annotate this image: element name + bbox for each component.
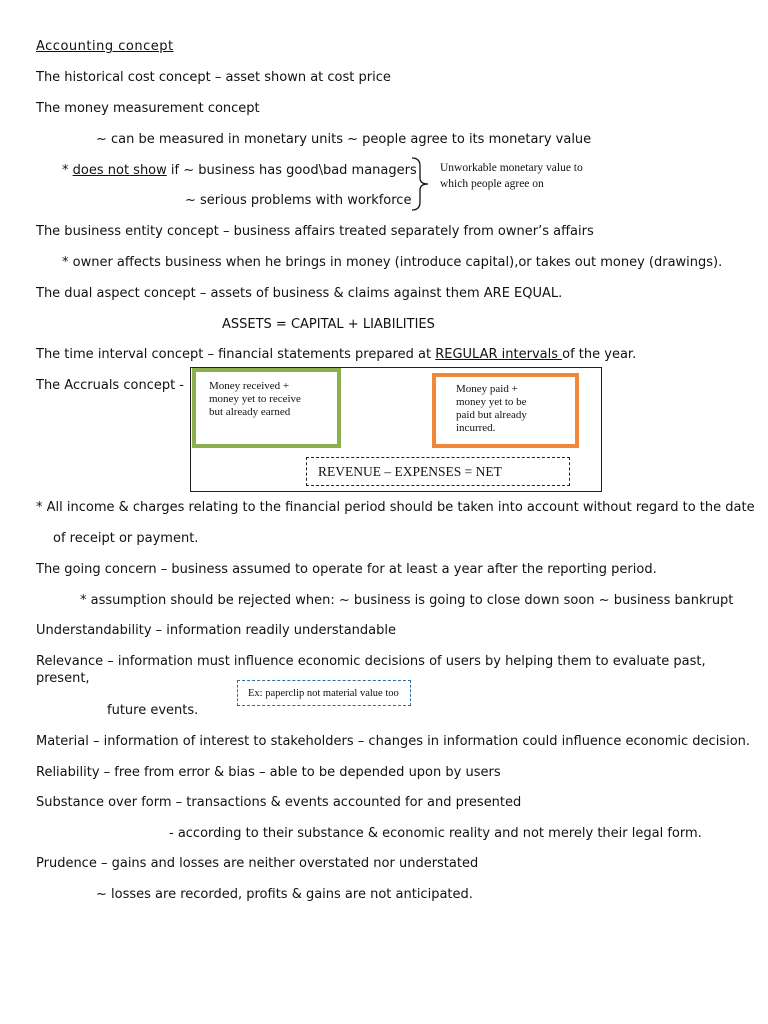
does-not-show-text: does not show bbox=[72, 163, 167, 178]
income-text-2: money yet to receive bbox=[209, 393, 301, 405]
relevance-future: future events. bbox=[107, 703, 199, 718]
substance-over-form: Substance over form – transactions & events accounted for and presented bbox=[36, 795, 522, 810]
income-box bbox=[192, 368, 341, 448]
assumption-line: * assumption should be rejected when: ~ business is going to close down soon ~ business bankrupt bbox=[80, 593, 734, 608]
time-interval-concept bbox=[36, 347, 636, 363]
income-text-1: Money received + bbox=[209, 380, 290, 392]
monetary-units-line: ~ can be measured in monetary units ~ people agree to its monetary value bbox=[96, 132, 592, 147]
reliability: Reliability – free from error & bias – able to be depended upon by users bbox=[36, 765, 501, 780]
owner-affects-line: * owner affects business when he brings in money (introduce capital),or takes out money (drawings). bbox=[62, 255, 723, 270]
expense-text-4: incurred. bbox=[456, 422, 496, 434]
expense-text-1: Money paid + bbox=[456, 383, 518, 395]
paperclip-note-box bbox=[237, 680, 411, 706]
time-interval-text-b: of the year. bbox=[562, 347, 637, 362]
curly-brace-icon bbox=[408, 156, 430, 212]
net-formula-text: REVENUE – EXPENSES = NET bbox=[318, 464, 502, 479]
expense-box bbox=[432, 373, 579, 448]
expense-text-3: paid but already bbox=[456, 409, 527, 421]
accounting-equation: ASSETS = CAPITAL + LIABILITIES bbox=[222, 317, 435, 332]
material: Material – information of interest to stakeholders – changes in information could influence economic decision. bbox=[36, 734, 751, 749]
dual-aspect-concept: The dual aspect concept – assets of business & claims against them ARE EQUAL. bbox=[36, 286, 563, 301]
workforce-line: ~ serious problems with workforce bbox=[185, 193, 412, 208]
substance-line-2: - according to their substance & economic reality and not merely their legal form. bbox=[169, 826, 702, 841]
relevance-present: present, bbox=[36, 671, 90, 686]
historical-cost-concept: The historical cost concept – asset shown at cost price bbox=[36, 70, 391, 85]
receipt-line: of receipt or payment. bbox=[53, 531, 199, 546]
page-title: Accounting concept bbox=[36, 39, 174, 54]
time-interval-underlined: REGULAR intervals bbox=[435, 347, 563, 362]
income-text-3: but already earned bbox=[209, 406, 291, 418]
bullet: * bbox=[62, 163, 73, 178]
prudence-line-2: ~ losses are recorded, profits & gains are not anticipated. bbox=[96, 887, 473, 902]
unworkable-annotation-2: which people agree on bbox=[440, 178, 544, 190]
relevance: Relevance – information must influence economic decisions of users by helping them to evaluate past, bbox=[36, 654, 706, 669]
net-formula-box bbox=[306, 457, 570, 486]
time-interval-text-a: The time interval concept – financial statements prepared at bbox=[36, 347, 436, 362]
money-measurement-concept: The money measurement concept bbox=[36, 101, 260, 116]
expense-text-2: money yet to be bbox=[456, 396, 527, 408]
all-income-line: * All income & charges relating to the financial period should be taken into account without regard to the date bbox=[36, 500, 755, 515]
accruals-concept: The Accruals concept - bbox=[36, 378, 184, 393]
prudence: Prudence – gains and losses are neither overstated nor understated bbox=[36, 856, 479, 871]
does-not-show-rest: if ~ business has good\bad managers bbox=[166, 163, 417, 178]
business-entity-concept: The business entity concept – business affairs treated separately from owner’s affairs bbox=[36, 224, 594, 239]
unworkable-annotation-1: Unworkable monetary value to bbox=[440, 162, 583, 174]
understandability: Understandability – information readily understandable bbox=[36, 623, 397, 638]
does-not-show-line bbox=[62, 163, 417, 179]
going-concern: The going concern – business assumed to operate for at least a year after the reporting period. bbox=[36, 562, 657, 577]
paperclip-note-text: Ex: paperclip not material value too bbox=[248, 688, 399, 699]
